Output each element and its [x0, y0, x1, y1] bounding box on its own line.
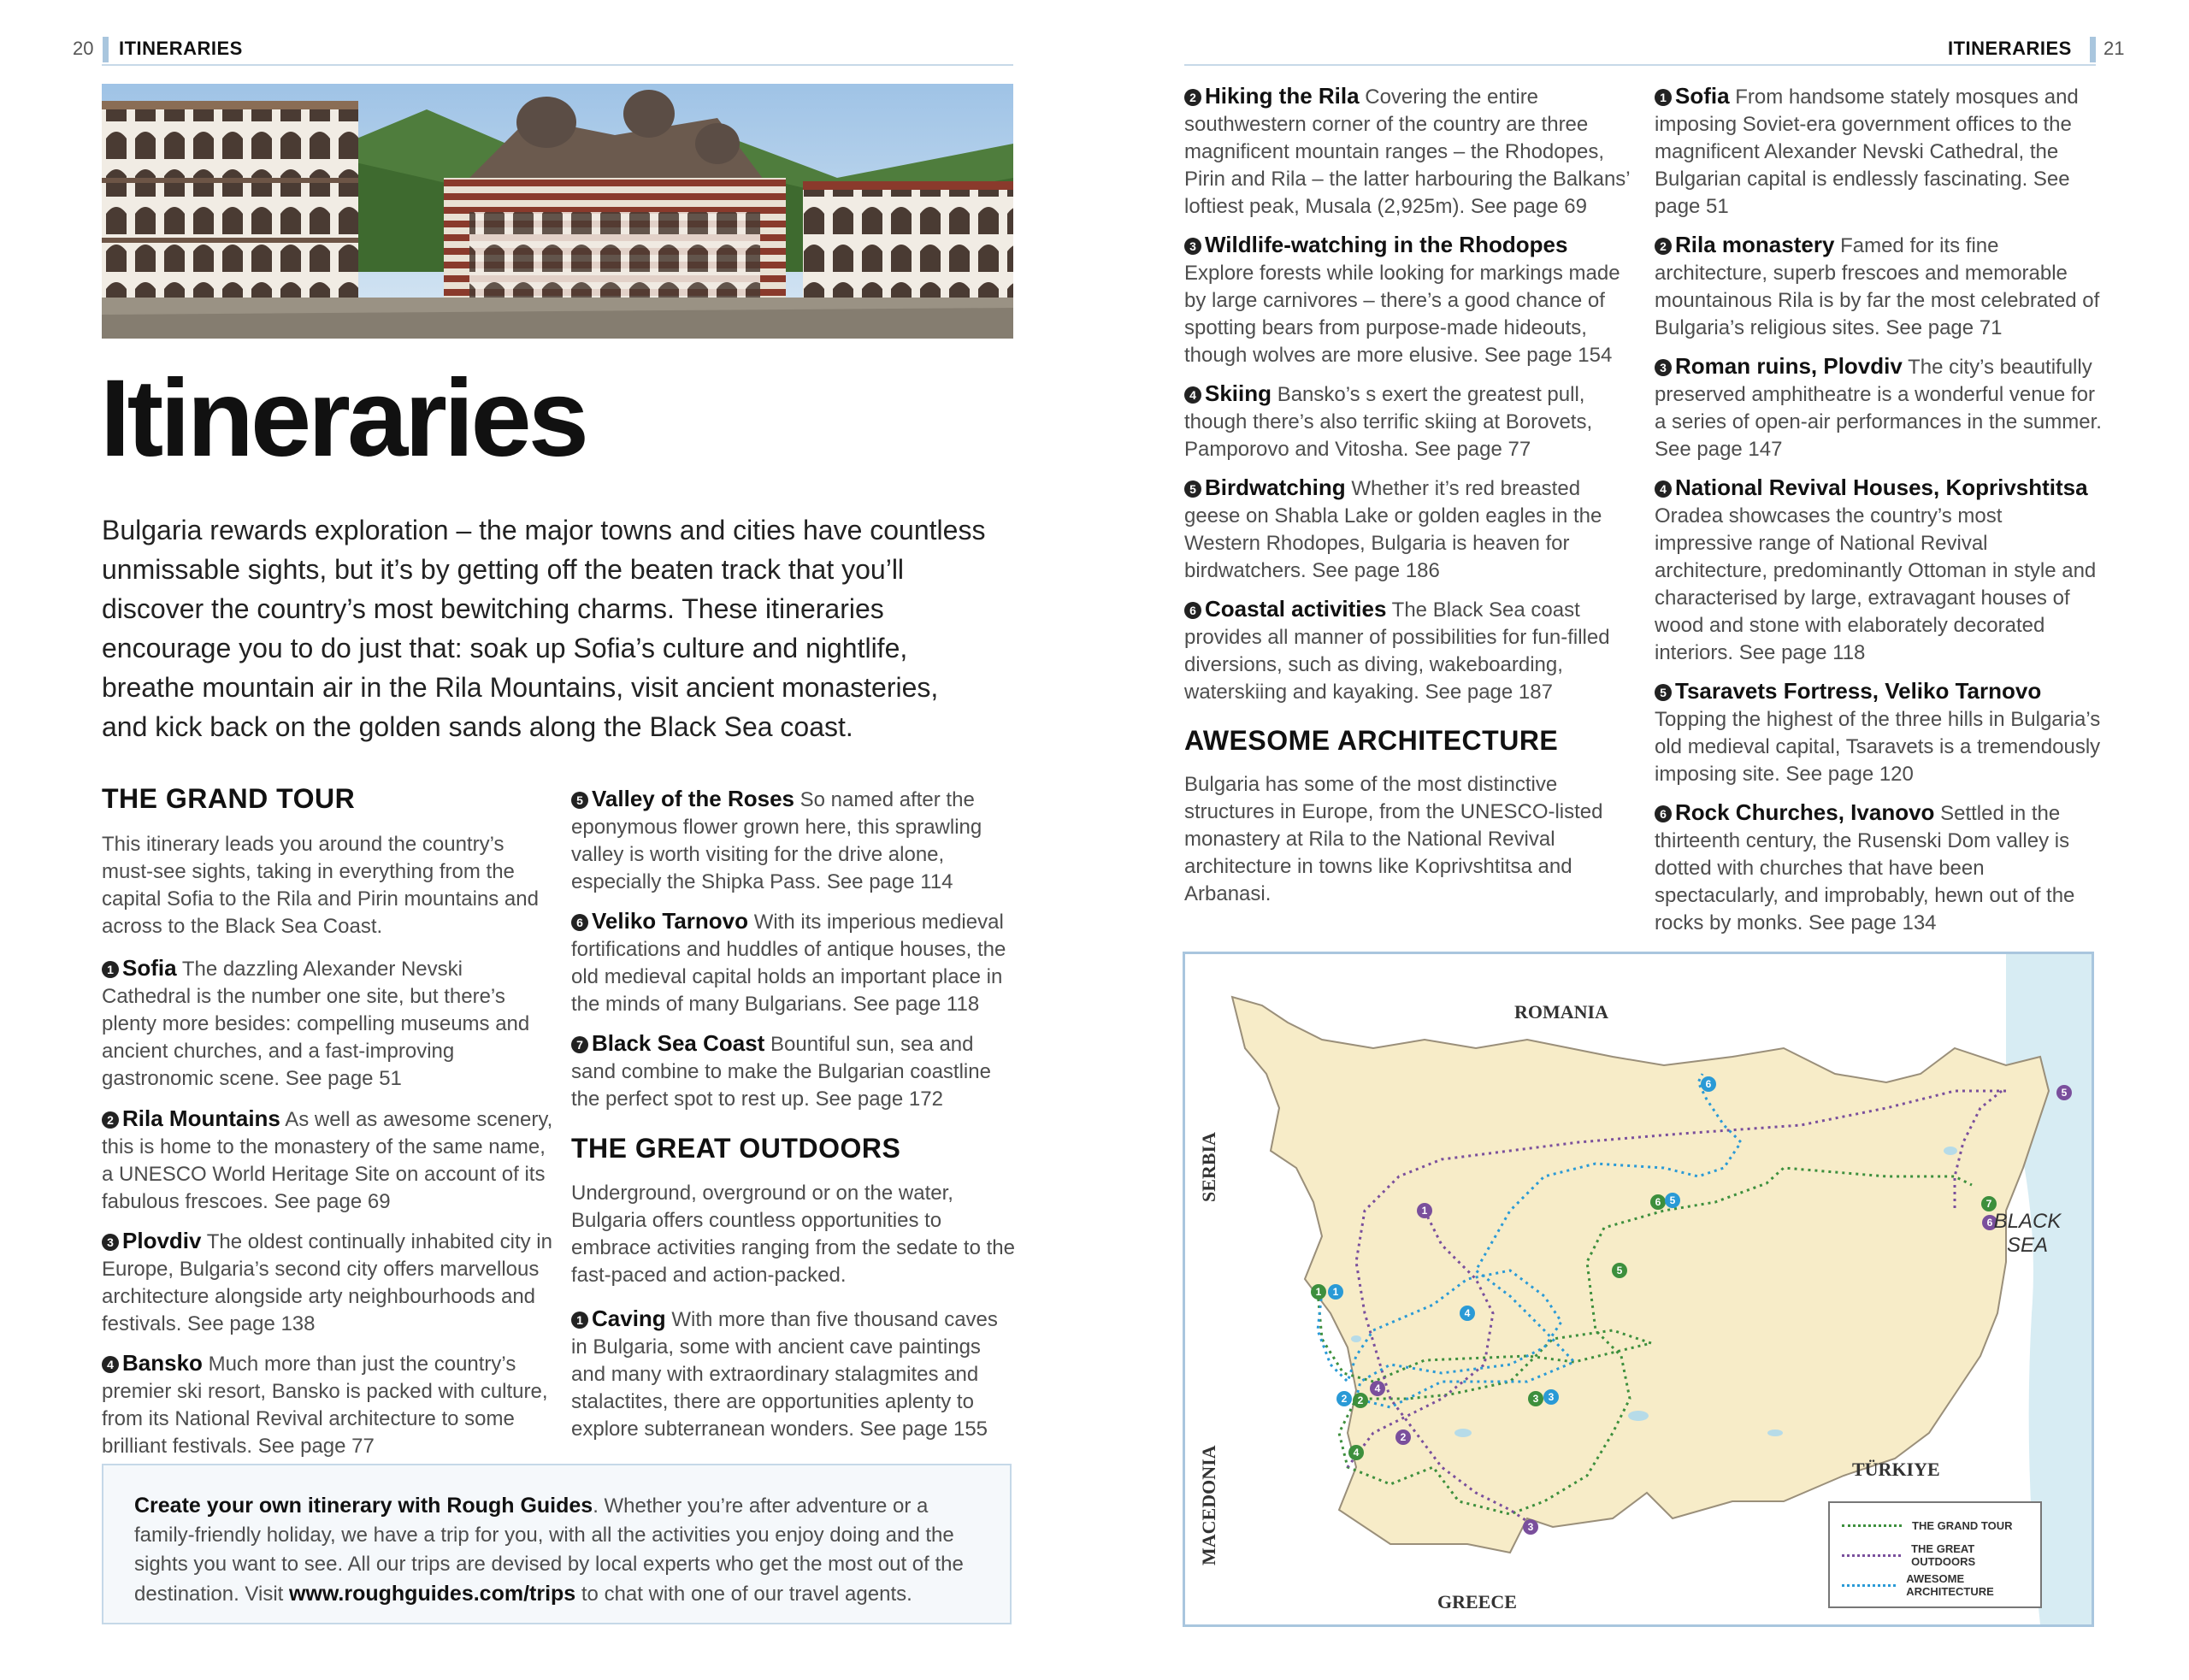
number-badge: 4: [102, 1356, 119, 1373]
grand-tour-item-3: [102, 1227, 555, 1338]
item-name: Tsaravets Fortress, Veliko Tarnovo: [1675, 678, 2042, 704]
svg-text:2: 2: [1357, 1394, 1364, 1406]
svg-text:5: 5: [2061, 1087, 2068, 1099]
svg-text:6: 6: [1705, 1078, 1712, 1090]
item-text: The dazzling Alexander Nevski Cathedral is the number one site, but there’s plenty more besides: compelling museums and ancient churches, and a fast-improving gastronomic scene. See page 51: [102, 958, 530, 1090]
legend-label: THE GRAND TOUR: [1912, 1518, 2013, 1532]
label-romania: ROMANIA: [1514, 1001, 1608, 1023]
item-name: Valley of the Roses: [592, 786, 794, 811]
great-outdoors-item-5: [1184, 474, 1633, 585]
grand-tour-intro: This itinerary leads you around the country’s must-see sights, taking in everything from the capital Sofia to the Rila and Pirin mountains and across to the Black Sea Coast.: [102, 833, 539, 938]
item-name: Black Sea Coast: [592, 1030, 765, 1056]
left-header-bar: [103, 37, 109, 62]
item-text: Explore forests while looking for markings made by large carnivores – there’s a good chance of spotting bears from purpose-made hideouts, though wolves are more elusive. See page 154: [1184, 262, 1620, 367]
svg-text:4: 4: [1353, 1447, 1360, 1459]
svg-text:6: 6: [1986, 1217, 1993, 1229]
legend-line: [1842, 1554, 1901, 1557]
item-text: Famed for its fine architecture, superb frescoes and memorable mountainous Rila is by far the most celebrated of Bulgaria’s religious sites. See page 71: [1655, 234, 2100, 339]
svg-text:2: 2: [1400, 1431, 1407, 1443]
number-badge: 6: [571, 914, 588, 931]
number-badge: 5: [1184, 480, 1201, 498]
label-black-sea-line1: BLACK: [1993, 1210, 2062, 1233]
architecture-item-4: [1655, 474, 2103, 667]
promo-body: . Whether you’re after adventure or a family-friendly holiday, we have a trip for you, with all the activities you enjoy doing and the sights you want to see. All our trips are devised by local experts who get the most out of the destination. Visit: [134, 1494, 964, 1606]
item-text: Settled in the thirteenth century, the Rusenski Dom valley is dotted with churches that have been spectacularly, and improbably, hewn out of the rocks by monks. See page 134: [1655, 802, 2075, 934]
item-text: As well as awesome scenery, this is home to the monastery of the same name, a UNESCO World Heritage Site on account of its fabulous frescoes. See page 69: [102, 1108, 553, 1213]
architecture-item-5: [1655, 677, 2103, 788]
map-legend: [1828, 1501, 2042, 1608]
great-outdoors-item-6: [1184, 595, 1633, 706]
promo-link[interactable]: www.roughguides.com/trips: [289, 1582, 576, 1606]
item-name: Sofia: [122, 955, 177, 981]
svg-text:1: 1: [1421, 1205, 1428, 1217]
item-text: Covering the entire southwestern corner of the country are three magnificent mountain ranges – the Rhodopes, Pirin and Rila – the latter harbouring the Balkans’ loftiest peak, Musala (2,925m). See page 69: [1184, 85, 1630, 218]
svg-text:3: 3: [1527, 1521, 1534, 1533]
awesome-architecture-heading: AWESOME ARCHITECTURE: [1184, 725, 1559, 756]
number-badge: 3: [1655, 359, 1672, 376]
number-badge: 1: [102, 961, 119, 978]
label-black-sea-line2: SEA: [2006, 1234, 2049, 1257]
item-text: With its imperious medieval fortifications and huddles of antique houses, the old medieval capital holds an important place in the minds of many Bulgarians. See page 118: [571, 911, 1006, 1016]
number-badge: 2: [102, 1111, 119, 1129]
svg-text:4: 4: [1374, 1382, 1381, 1394]
rila-monastery-photo: [102, 84, 1013, 339]
item-text: The city’s beautifully preserved amphitheatre is a wonderful venue for a series of open-air performances in the summer. See page 147: [1655, 356, 2102, 461]
legend-awesome-architecture: [1842, 1572, 2040, 1598]
item-name: Hiking the Rila: [1205, 83, 1360, 109]
grand-tour-item-6: [571, 907, 1016, 1018]
item-text: Topping the highest of the three hills in Bulgaria’s old medieval capital, Tsaravets is a tremendously imposing site. See page 120: [1655, 708, 2101, 786]
item-name: Rila Mountains: [122, 1105, 280, 1131]
item-name: Plovdiv: [122, 1228, 202, 1253]
great-outdoors-item-2: [1184, 82, 1633, 221]
bulgaria-itinerary-map: [1183, 952, 2094, 1627]
label-turkiye: TÜRKIYE: [1852, 1459, 1940, 1480]
promo-box: [102, 1464, 1012, 1624]
item-name: Bansko: [122, 1350, 203, 1376]
grand-tour-heading: THE GRAND TOUR: [102, 783, 356, 814]
item-text: Much more than just the country’s premier ski resort, Bansko is packed with culture, from its National Revival architecture to some brilliant festivals. See page 77: [102, 1353, 548, 1458]
great-outdoors-item-1: [571, 1305, 1016, 1443]
promo-lead: Create your own itinerary with Rough Guides: [134, 1494, 593, 1518]
number-badge: 1: [1655, 89, 1672, 106]
item-name: Coastal activities: [1205, 596, 1387, 622]
svg-text:5: 5: [1669, 1194, 1676, 1206]
number-badge: 1: [571, 1312, 588, 1329]
legend-line: [1842, 1584, 1896, 1587]
item-text: Bansko’s s exert the greatest pull, though there’s also terrific skiing at Borovets, Pamporovo and Vitosha. See page 77: [1184, 383, 1593, 461]
number-badge: 4: [1184, 386, 1201, 404]
legend-grand-tour: [1842, 1517, 2012, 1534]
number-badge: 2: [1655, 238, 1672, 255]
left-header-rule: [102, 64, 1013, 66]
architecture-item-1: [1655, 82, 2103, 221]
intro-paragraph: Bulgaria rewards exploration – the major towns and cities have countless unmissable sights, but it’s by getting off the beaten track that you’ll discover the country’s most bewitching charms. These itineraries encourage you to do just that: soak up Sofia’s culture and nightlife, breathe mountain air in the Rila Mountains, visit ancient monasteries, and kick back on the golden sands along the Black Sea coast.: [102, 515, 986, 742]
item-name: Sofia: [1675, 83, 1730, 109]
grand-tour-item-2: [102, 1105, 555, 1216]
number-badge: 5: [571, 792, 588, 809]
architecture-item-3: [1655, 352, 2103, 463]
item-name: National Revival Houses, Koprivshtitsa: [1675, 475, 2088, 500]
svg-text:3: 3: [1548, 1391, 1555, 1403]
number-badge: 2: [1184, 89, 1201, 106]
right-header-title: ITINERARIES: [1948, 38, 2072, 59]
architecture-item-2: [1655, 231, 2103, 342]
item-text: The Black Sea coast provides all manner of possibilities for fun-filled diversions, such as diving, wakeboarding, waterskiing and kayaking. See page 187: [1184, 598, 1610, 704]
promo-text: [134, 1491, 981, 1609]
svg-text:1: 1: [1315, 1286, 1322, 1298]
svg-text:1: 1: [1332, 1286, 1339, 1298]
item-text: With more than five thousand caves in Bulgaria, some with ancient cave paintings and many with extraordinary stalagmites and stalactites, there are opportunities aplenty to explore subterranean wonders. See page 155: [571, 1308, 998, 1441]
item-name: Veliko Tarnovo: [592, 908, 749, 934]
right-page-number: 21: [2103, 38, 2125, 59]
item-name: Roman ruins, Plovdiv: [1675, 353, 1903, 379]
item-name: Birdwatching: [1205, 475, 1346, 500]
item-name: Wildlife-watching in the Rhodopes: [1205, 232, 1568, 257]
page-title: Itineraries: [100, 357, 586, 480]
number-badge: 3: [102, 1234, 119, 1251]
svg-text:3: 3: [1532, 1393, 1539, 1405]
label-greece: GREECE: [1437, 1591, 1517, 1612]
great-outdoors-item-4: [1184, 380, 1633, 463]
item-text: Oradea showcases the country’s most impressive range of National Revival architecture, predominantly Ottoman in style and characterised by large, extravagant houses of wood and stone with elaborately decorated interiors. See page 118: [1655, 504, 2097, 664]
grand-tour-item-1: [102, 954, 555, 1093]
item-text: Whether it’s red breasted geese on Shabla Lake or golden eagles in the Western Rhodopes, Bulgaria is heaven for birdwatchers. See page 186: [1184, 477, 1602, 582]
left-header-title: ITINERARIES: [119, 38, 243, 59]
promo-tail: to chat with one of our travel agents.: [575, 1583, 912, 1606]
svg-text:6: 6: [1655, 1196, 1661, 1208]
svg-text:7: 7: [1985, 1198, 1992, 1210]
item-name: Skiing: [1205, 380, 1272, 406]
svg-text:2: 2: [1341, 1393, 1348, 1405]
number-badge: 3: [1184, 238, 1201, 255]
awesome-architecture-intro: Bulgaria has some of the most distinctive structures in Europe, from the UNESCO-listed monastery at Rila to the National Revival architecture in towns like Koprivshtitsa and Arbanasi.: [1184, 773, 1603, 905]
item-text: Bountiful sun, sea and sand combine to make the Bulgarian coastline the perfect spot to rest up. See page 172: [571, 1033, 991, 1111]
grand-tour-item-4: [102, 1349, 555, 1460]
number-badge: 6: [1655, 805, 1672, 822]
number-badge: 5: [1655, 684, 1672, 701]
number-badge: 7: [571, 1036, 588, 1053]
svg-text:4: 4: [1464, 1307, 1471, 1319]
legend-label: THE GREAT OUTDOORS: [1911, 1542, 1976, 1568]
item-name: Caving: [592, 1306, 666, 1331]
legend-great-outdoors: [1842, 1542, 2040, 1568]
number-badge: 6: [1184, 602, 1201, 619]
legend-line: [1842, 1524, 1902, 1527]
label-serbia: SERBIA: [1198, 1132, 1219, 1202]
item-text: So named after the eponymous flower grown here, this sprawling valley is worth visiting for the drive alone, especially the Shipka Pass. See page 114: [571, 788, 982, 893]
great-outdoors-item-3: [1184, 231, 1633, 369]
grand-tour-item-7: [571, 1029, 1016, 1113]
item-text: The oldest continually inhabited city in Europe, Bulgaria’s second city offers marvellous architecture alongside arty neighbourhoods and festivals. See page 138: [102, 1230, 552, 1335]
great-outdoors-heading: THE GREAT OUTDOORS: [571, 1133, 901, 1164]
grand-tour-item-5: [571, 785, 1016, 896]
right-header-rule: [1184, 64, 2096, 66]
item-name: Rock Churches, Ivanovo: [1675, 799, 1935, 825]
number-badge: 4: [1655, 480, 1672, 498]
svg-text:5: 5: [1616, 1264, 1623, 1276]
great-outdoors-intro: Underground, overground or on the water, Bulgaria offers countless opportunities to embrace activities ranging from the sedate to the fast-paced and action-packed.: [571, 1182, 1015, 1287]
right-header-bar: [2090, 37, 2096, 62]
item-text: From handsome stately mosques and imposing Soviet-era government offices to the magnificent Alexander Nevski Cathedral, the Bulgarian capital is endlessly fascinating. See page 51: [1655, 85, 2079, 218]
label-macedonia: MACEDONIA: [1198, 1445, 1219, 1565]
legend-label: AWESOME ARCHITECTURE: [1906, 1572, 1994, 1598]
item-name: Rila monastery: [1675, 232, 1835, 257]
left-page-number: 20: [73, 38, 94, 59]
architecture-item-6: [1655, 799, 2103, 937]
